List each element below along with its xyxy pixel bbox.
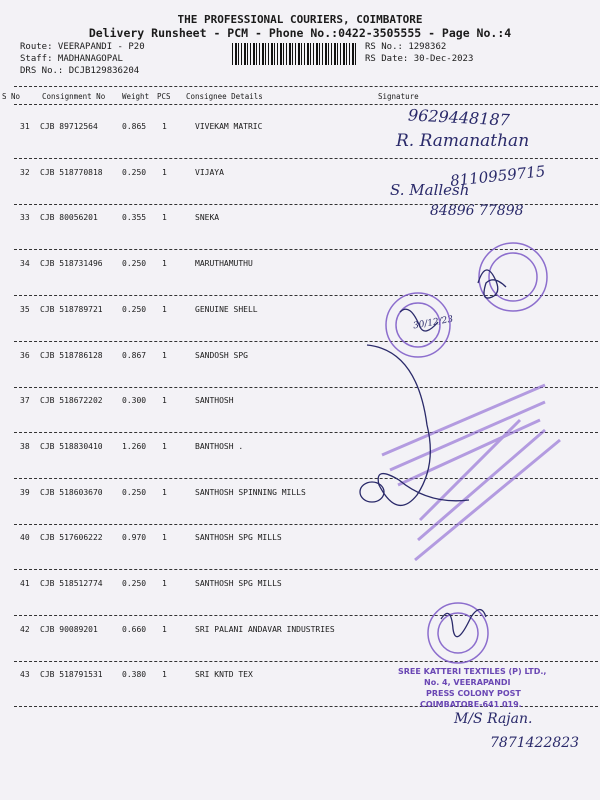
row-consignment: CJB 518830410 (40, 441, 103, 451)
company-stamp-text: COIMBATORE-641 019. (420, 700, 522, 709)
row-weight: 1.260 (122, 441, 147, 451)
handwritten-date: 30/12/23 (412, 314, 454, 332)
company-stamp-text: No. 4, VEERAPANDI (424, 678, 511, 687)
row-pcs: 1 (162, 167, 167, 177)
company-stamp (382, 385, 560, 560)
row-weight: 0.865 (122, 122, 147, 131)
company-title: THE PROFESSIONAL COURIERS, COIMBATORE (177, 13, 423, 26)
row-consignment: CJB 518731496 (40, 259, 103, 269)
row-consignment: CJB 518789721 (40, 304, 103, 314)
row-consignee: SANTHOSH SPG MILLS (195, 579, 282, 588)
row-weight: 0.660 (122, 624, 147, 634)
handwritten-signature: S. Mallesh (390, 181, 470, 199)
row-consignee: BANTHOSH . (195, 441, 244, 451)
col-consignment: Consignment No (42, 92, 106, 101)
row-sno: 35 (20, 304, 30, 314)
row-consignee: SANTHOSH (195, 396, 234, 406)
row-consignee: SRI KNTD TEX (195, 670, 253, 680)
row-consignee: SANTHOSH SPG MILLS (195, 533, 282, 543)
row-pcs: 1 (162, 122, 167, 131)
row-consignment: CJB 518512774 (40, 579, 103, 588)
row-consignee: MARUTHAMUTHU (195, 259, 253, 269)
staff-label: Staff: MADHANAGOPAL (20, 54, 123, 64)
row-sno: 37 (20, 396, 30, 406)
row-sno: 31 (20, 122, 30, 131)
route-label: Route: VEERAPANDI - P20 (20, 42, 145, 52)
col-signature: Signature (378, 92, 419, 101)
rs-date: RS Date: 30-Dec-2023 (365, 54, 474, 64)
row-weight: 0.250 (122, 579, 147, 588)
row-weight: 0.867 (122, 350, 147, 360)
row-pcs: 1 (162, 533, 167, 543)
row-sno: 38 (20, 441, 30, 451)
row-weight: 0.970 (122, 533, 147, 543)
handwritten-phone: 7871422823 (490, 735, 580, 751)
row-consignment: CJB 90089201 (40, 624, 98, 634)
col-consignee: Consignee Details (186, 92, 263, 101)
row-sno: 40 (20, 533, 30, 543)
signature-scribble (360, 270, 506, 637)
row-sno: 33 (20, 213, 30, 223)
row-sno: 36 (20, 350, 30, 360)
row-sno: 42 (20, 624, 30, 634)
row-consignment: CJB 80056201 (40, 213, 98, 223)
row-consignment: CJB 517606222 (40, 533, 103, 543)
handwritten-signature: R. Ramanathan (396, 131, 530, 151)
handwritten-phone: 84896 77898 (430, 203, 524, 219)
handwritten-phone: 9629448187 (407, 105, 511, 130)
runsheet-title: Delivery Runsheet - PCM - Phone No.:0422-3505555 - Page No.:4 (88, 26, 512, 40)
row-pcs: 1 (162, 579, 167, 588)
row-sno: 39 (20, 487, 30, 497)
row-consignment: CJB 518791531 (40, 670, 103, 680)
row-consignment: CJB 518672202 (40, 396, 103, 406)
row-consignee: GENUINE SHELL (195, 304, 258, 314)
row-consignee: SRI PALANI ANDAVAR INDUSTRIES (195, 624, 335, 634)
row-pcs: 1 (162, 304, 167, 314)
row-consignment: CJB 518603670 (40, 487, 103, 497)
row-weight: 0.250 (122, 487, 147, 497)
handwritten-phone: 8110959715 (449, 162, 547, 190)
row-consignment: CJB 518786128 (40, 350, 103, 360)
row-consignment: CJB 518770818 (40, 167, 103, 177)
row-pcs: 1 (162, 441, 167, 451)
drs-number: DRS No.: DCJB129836204 (20, 66, 140, 76)
row-weight: 0.380 (122, 670, 147, 680)
row-consignee: SNEKA (195, 213, 220, 223)
row-weight: 0.355 (122, 213, 147, 223)
col-weight: Weight (122, 92, 150, 101)
col-pcs: PCS (157, 92, 171, 101)
row-pcs: 1 (162, 213, 167, 223)
company-stamp-text: PRESS COLONY POST (426, 689, 521, 698)
row-pcs: 1 (162, 487, 167, 497)
row-pcs: 1 (162, 259, 167, 269)
row-consignment: CJB 89712564 (40, 122, 98, 131)
row-consignee: SANDOSH SPG (195, 350, 248, 360)
row-pcs: 1 (162, 350, 167, 360)
row-sno: 34 (20, 259, 30, 269)
row-consignee: VIJAYA (195, 167, 224, 177)
row-pcs: 1 (162, 670, 167, 680)
row-consignee: VIVEKAM MATRIC (195, 122, 263, 131)
row-sno: 32 (20, 167, 30, 177)
row-weight: 0.250 (122, 167, 147, 177)
row-weight: 0.250 (122, 304, 147, 314)
row-pcs: 1 (162, 396, 167, 406)
row-consignee: SANTHOSH SPINNING MILLS (195, 487, 306, 497)
row-sno: 41 (20, 579, 30, 588)
row-weight: 0.300 (122, 396, 147, 406)
handwritten-signature: M/S Rajan. (454, 711, 533, 727)
row-sno: 43 (20, 670, 30, 680)
col-sno: S No (2, 92, 21, 101)
rs-number: RS No.: 1298362 (365, 42, 447, 52)
company-stamp-text: SREE KATTERI TEXTILES (P) LTD., (398, 667, 547, 676)
row-pcs: 1 (162, 624, 167, 634)
row-weight: 0.250 (122, 259, 147, 269)
